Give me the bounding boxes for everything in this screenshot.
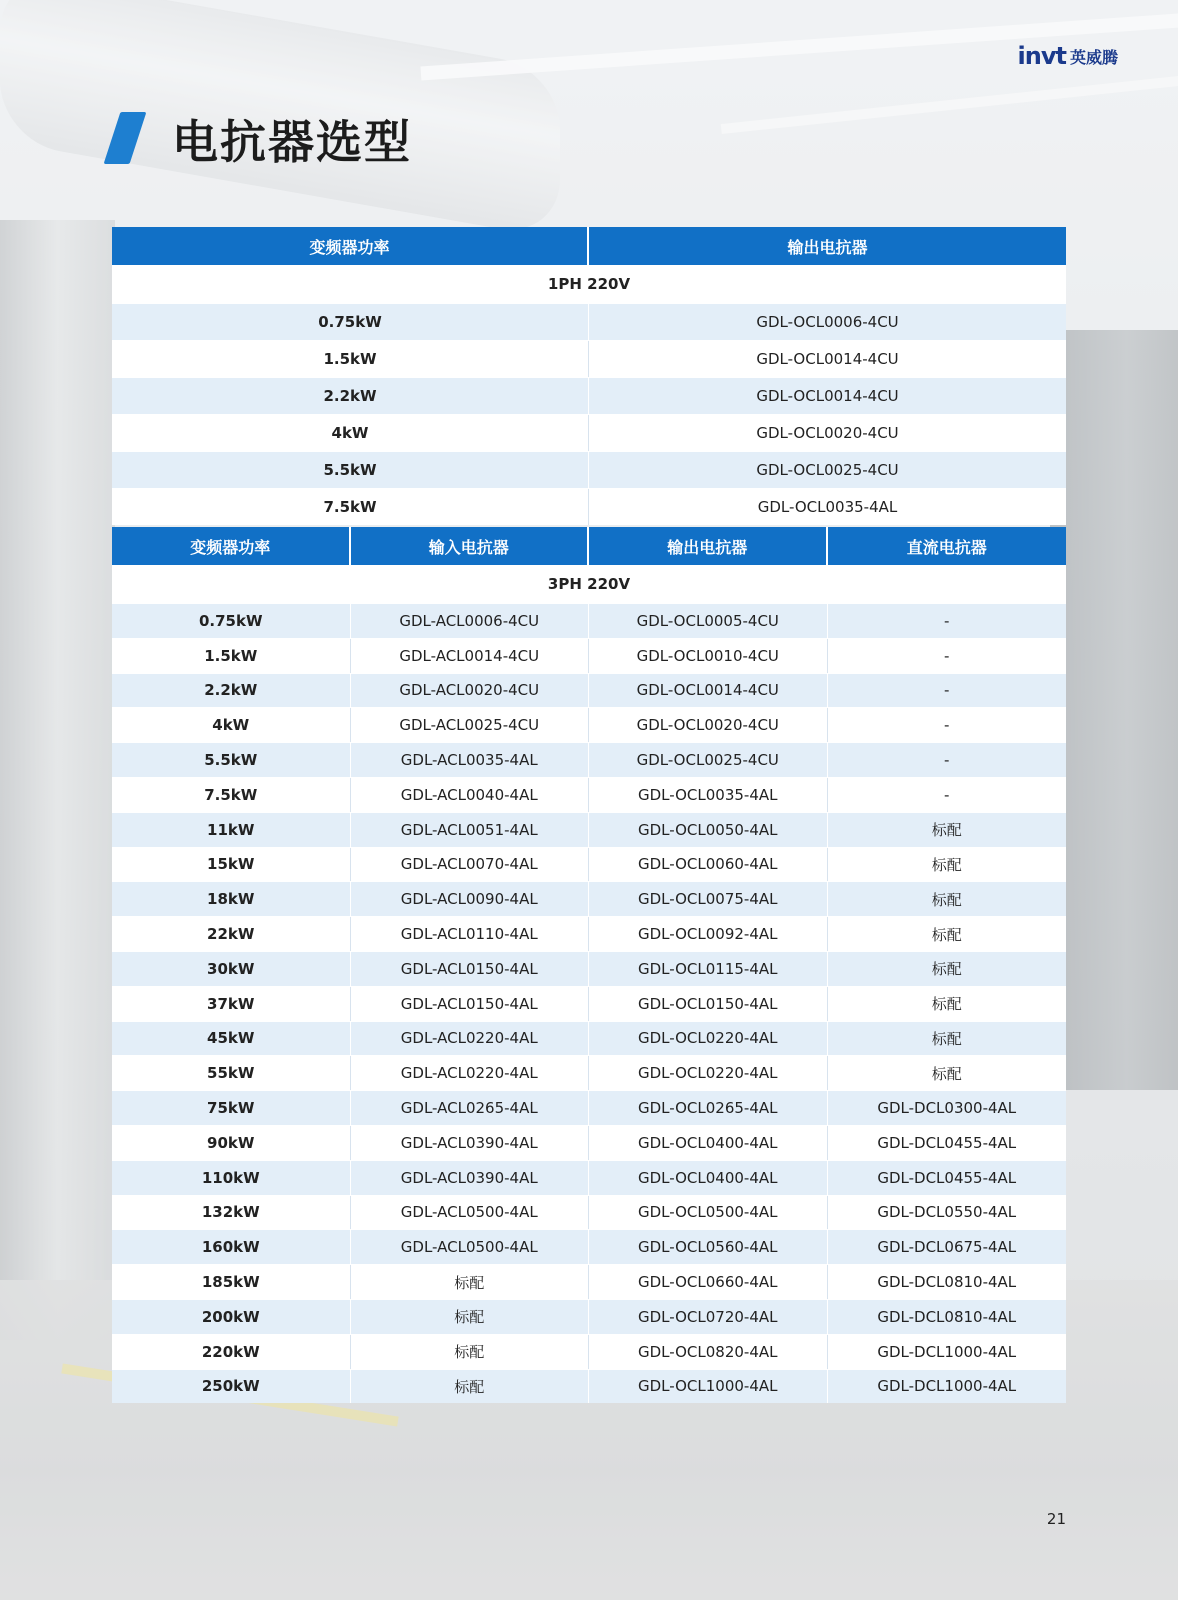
table-row bbox=[112, 1125, 1066, 1160]
section-label-1ph: 1PH 220V bbox=[547, 275, 631, 293]
cell-output-reactor: GDL-OCL0115-4AL bbox=[589, 952, 828, 986]
cell-dc-reactor: - bbox=[944, 785, 950, 804]
cell-dc-reactor: GDL-DCL0550-4AL bbox=[877, 1203, 1017, 1222]
cell-dc-reactor: - bbox=[944, 646, 950, 665]
cell-power: 4kW bbox=[112, 708, 351, 742]
cell-input-reactor: GDL-ACL0265-4AL bbox=[351, 1091, 590, 1125]
cell-output-reactor: GDL-OCL0014-4CU bbox=[756, 387, 899, 405]
table-row bbox=[112, 340, 1066, 377]
cell-power: 15kW bbox=[112, 848, 351, 882]
table-row bbox=[112, 881, 1066, 916]
table2-header-input: 输入电抗器 bbox=[351, 527, 590, 565]
cell-power: 90kW bbox=[112, 1126, 351, 1160]
cell-dc-reactor: GDL-DCL1000-4AL bbox=[877, 1377, 1017, 1396]
cell-output-reactor: GDL-OCL0500-4AL bbox=[589, 1196, 828, 1230]
cell-output-reactor: GDL-OCL0820-4AL bbox=[589, 1335, 828, 1369]
cell-dc-reactor: - bbox=[944, 611, 950, 630]
cell-output-reactor: GDL-OCL0720-4AL bbox=[589, 1300, 828, 1334]
cell-power: 110kW bbox=[112, 1161, 351, 1195]
table-row bbox=[112, 986, 1066, 1021]
table-row bbox=[112, 603, 1066, 638]
cell-power: 5.5kW bbox=[112, 452, 589, 488]
cell-power: 250kW bbox=[112, 1370, 351, 1404]
cell-output-reactor: GDL-OCL0400-4AL bbox=[589, 1126, 828, 1160]
cell-output-reactor: GDL-OCL0660-4AL bbox=[589, 1265, 828, 1299]
table1-section bbox=[112, 265, 1066, 303]
cell-input-reactor: 标配 bbox=[351, 1265, 590, 1299]
cell-dc-reactor: GDL-DCL0675-4AL bbox=[877, 1238, 1017, 1257]
cell-power: 45kW bbox=[112, 1022, 351, 1056]
cell-dc-reactor: GDL-DCL0810-4AL bbox=[877, 1307, 1017, 1326]
cell-dc-reactor: 标配 bbox=[931, 821, 962, 840]
table-row bbox=[112, 1264, 1066, 1299]
table-row bbox=[112, 777, 1066, 812]
cell-power: 132kW bbox=[112, 1196, 351, 1230]
cell-power: 11kW bbox=[112, 813, 351, 847]
cell-output-reactor: GDL-OCL0025-4CU bbox=[756, 461, 899, 479]
cell-power: 18kW bbox=[112, 882, 351, 916]
cell-input-reactor: 标配 bbox=[351, 1335, 590, 1369]
cell-power: 30kW bbox=[112, 952, 351, 986]
cell-output-reactor: GDL-OCL0265-4AL bbox=[589, 1091, 828, 1125]
cell-output-reactor: GDL-OCL0010-4CU bbox=[589, 639, 828, 673]
cell-dc-reactor: GDL-DCL0455-4AL bbox=[877, 1168, 1017, 1187]
cell-power: 1.5kW bbox=[112, 639, 351, 673]
cell-input-reactor: GDL-ACL0390-4AL bbox=[351, 1161, 590, 1195]
cell-dc-reactor: 标配 bbox=[931, 925, 962, 944]
cell-input-reactor: GDL-ACL0020-4CU bbox=[351, 674, 590, 708]
brand-logo bbox=[1018, 42, 1118, 70]
cell-power: 75kW bbox=[112, 1091, 351, 1125]
table2-header bbox=[112, 527, 1066, 565]
cell-dc-reactor: 标配 bbox=[931, 1064, 962, 1083]
logo-cn: 英威腾 bbox=[1069, 47, 1118, 67]
cell-output-reactor: GDL-OCL0020-4CU bbox=[589, 708, 828, 742]
table2-section bbox=[112, 565, 1066, 603]
cell-dc-reactor: GDL-DCL0300-4AL bbox=[877, 1099, 1017, 1118]
cell-power: 0.75kW bbox=[112, 604, 351, 638]
cell-output-reactor: GDL-OCL0050-4AL bbox=[589, 813, 828, 847]
cell-dc-reactor: GDL-DCL1000-4AL bbox=[877, 1342, 1017, 1361]
cell-output-reactor: GDL-OCL0020-4CU bbox=[756, 424, 899, 442]
table-row bbox=[112, 451, 1066, 488]
table-row bbox=[112, 742, 1066, 777]
cell-power: 185kW bbox=[112, 1265, 351, 1299]
cell-input-reactor: GDL-ACL0220-4AL bbox=[351, 1056, 590, 1090]
cell-output-reactor: GDL-OCL0060-4AL bbox=[589, 848, 828, 882]
cell-input-reactor: 标配 bbox=[351, 1370, 590, 1404]
cell-power: 1.5kW bbox=[112, 341, 589, 377]
table-row bbox=[112, 916, 1066, 951]
cell-output-reactor: GDL-OCL0014-4CU bbox=[589, 674, 828, 708]
table-row bbox=[112, 1160, 1066, 1195]
table-row bbox=[112, 1090, 1066, 1125]
logo-mark: invt bbox=[1017, 42, 1066, 70]
table-row bbox=[112, 1299, 1066, 1334]
cell-power: 200kW bbox=[112, 1300, 351, 1334]
cell-input-reactor: GDL-ACL0500-4AL bbox=[351, 1230, 590, 1264]
cell-power: 2.2kW bbox=[112, 378, 589, 414]
table-row bbox=[112, 707, 1066, 742]
table1-body bbox=[112, 303, 1066, 525]
cell-dc-reactor: 标配 bbox=[931, 1029, 962, 1048]
cell-power: 5.5kW bbox=[112, 743, 351, 777]
cell-input-reactor: GDL-ACL0070-4AL bbox=[351, 848, 590, 882]
cell-power: 4kW bbox=[112, 415, 589, 451]
cell-output-reactor: GDL-OCL0400-4AL bbox=[589, 1161, 828, 1195]
cell-input-reactor: GDL-ACL0025-4CU bbox=[351, 708, 590, 742]
cell-input-reactor: GDL-ACL0035-4AL bbox=[351, 743, 590, 777]
section-label-3ph: 3PH 220V bbox=[547, 575, 631, 593]
cell-power: 7.5kW bbox=[112, 489, 589, 525]
table2-header-power: 变频器功率 bbox=[112, 527, 351, 565]
table-row bbox=[112, 812, 1066, 847]
cell-output-reactor: GDL-OCL0220-4AL bbox=[589, 1056, 828, 1090]
cell-input-reactor: GDL-ACL0150-4AL bbox=[351, 952, 590, 986]
cell-input-reactor: GDL-ACL0014-4CU bbox=[351, 639, 590, 673]
cell-power: 22kW bbox=[112, 917, 351, 951]
cell-dc-reactor: - bbox=[944, 751, 950, 770]
cell-output-reactor: GDL-OCL0560-4AL bbox=[589, 1230, 828, 1264]
cell-input-reactor: GDL-ACL0040-4AL bbox=[351, 778, 590, 812]
cell-power: 0.75kW bbox=[112, 304, 589, 340]
cell-power: 55kW bbox=[112, 1056, 351, 1090]
table-row bbox=[112, 377, 1066, 414]
table1-header-output: 输出电抗器 bbox=[589, 227, 1066, 265]
table-row bbox=[112, 1021, 1066, 1056]
cell-output-reactor: GDL-OCL1000-4AL bbox=[589, 1370, 828, 1404]
table-row bbox=[112, 1334, 1066, 1369]
table-row bbox=[112, 1229, 1066, 1264]
cell-input-reactor: GDL-ACL0110-4AL bbox=[351, 917, 590, 951]
cell-power: 7.5kW bbox=[112, 778, 351, 812]
cell-output-reactor: GDL-OCL0075-4AL bbox=[589, 882, 828, 916]
table-row bbox=[112, 1369, 1066, 1404]
cell-power: 160kW bbox=[112, 1230, 351, 1264]
cell-output-reactor: GDL-OCL0005-4CU bbox=[589, 604, 828, 638]
cell-input-reactor: GDL-ACL0220-4AL bbox=[351, 1022, 590, 1056]
cell-dc-reactor: 标配 bbox=[931, 995, 962, 1014]
cell-dc-reactor: GDL-DCL0455-4AL bbox=[877, 1133, 1017, 1152]
cell-input-reactor: GDL-ACL0150-4AL bbox=[351, 987, 590, 1021]
cell-dc-reactor: 标配 bbox=[931, 890, 962, 909]
cell-input-reactor: GDL-ACL0051-4AL bbox=[351, 813, 590, 847]
cell-output-reactor: GDL-OCL0006-4CU bbox=[756, 313, 899, 331]
cell-output-reactor: GDL-OCL0035-4AL bbox=[757, 498, 898, 516]
table-row bbox=[112, 303, 1066, 340]
cell-dc-reactor: - bbox=[944, 716, 950, 735]
cell-input-reactor: 标配 bbox=[351, 1300, 590, 1334]
table2-header-dc: 直流电抗器 bbox=[828, 527, 1067, 565]
cell-input-reactor: GDL-ACL0500-4AL bbox=[351, 1196, 590, 1230]
table-row bbox=[112, 673, 1066, 708]
page-number: 21 bbox=[1046, 1510, 1066, 1528]
cell-power: 37kW bbox=[112, 987, 351, 1021]
table2-body bbox=[112, 603, 1066, 1403]
cell-dc-reactor: 标配 bbox=[931, 960, 962, 979]
cell-dc-reactor: 标配 bbox=[931, 855, 962, 874]
table-row bbox=[112, 1055, 1066, 1090]
cell-output-reactor: GDL-OCL0025-4CU bbox=[589, 743, 828, 777]
reactor-selection-table bbox=[112, 227, 1066, 1403]
table2-header-output: 输出电抗器 bbox=[589, 527, 828, 565]
cell-dc-reactor: - bbox=[944, 681, 950, 700]
table-row bbox=[112, 1195, 1066, 1230]
page-title: 电抗器选型 bbox=[172, 115, 412, 169]
cell-output-reactor: GDL-OCL0150-4AL bbox=[589, 987, 828, 1021]
table1-header-power: 变频器功率 bbox=[112, 227, 589, 265]
cell-output-reactor: GDL-OCL0014-4CU bbox=[756, 350, 899, 368]
cell-output-reactor: GDL-OCL0220-4AL bbox=[589, 1022, 828, 1056]
cell-output-reactor: GDL-OCL0035-4AL bbox=[589, 778, 828, 812]
cell-power: 2.2kW bbox=[112, 674, 351, 708]
cell-power: 220kW bbox=[112, 1335, 351, 1369]
cell-output-reactor: GDL-OCL0092-4AL bbox=[589, 917, 828, 951]
table-row bbox=[112, 638, 1066, 673]
table-row bbox=[112, 488, 1066, 525]
cell-input-reactor: GDL-ACL0390-4AL bbox=[351, 1126, 590, 1160]
table1-header bbox=[112, 227, 1066, 265]
table-row bbox=[112, 951, 1066, 986]
table-row bbox=[112, 847, 1066, 882]
cell-dc-reactor: GDL-DCL0810-4AL bbox=[877, 1273, 1017, 1292]
table-row bbox=[112, 414, 1066, 451]
cell-input-reactor: GDL-ACL0090-4AL bbox=[351, 882, 590, 916]
cell-input-reactor: GDL-ACL0006-4CU bbox=[351, 604, 590, 638]
